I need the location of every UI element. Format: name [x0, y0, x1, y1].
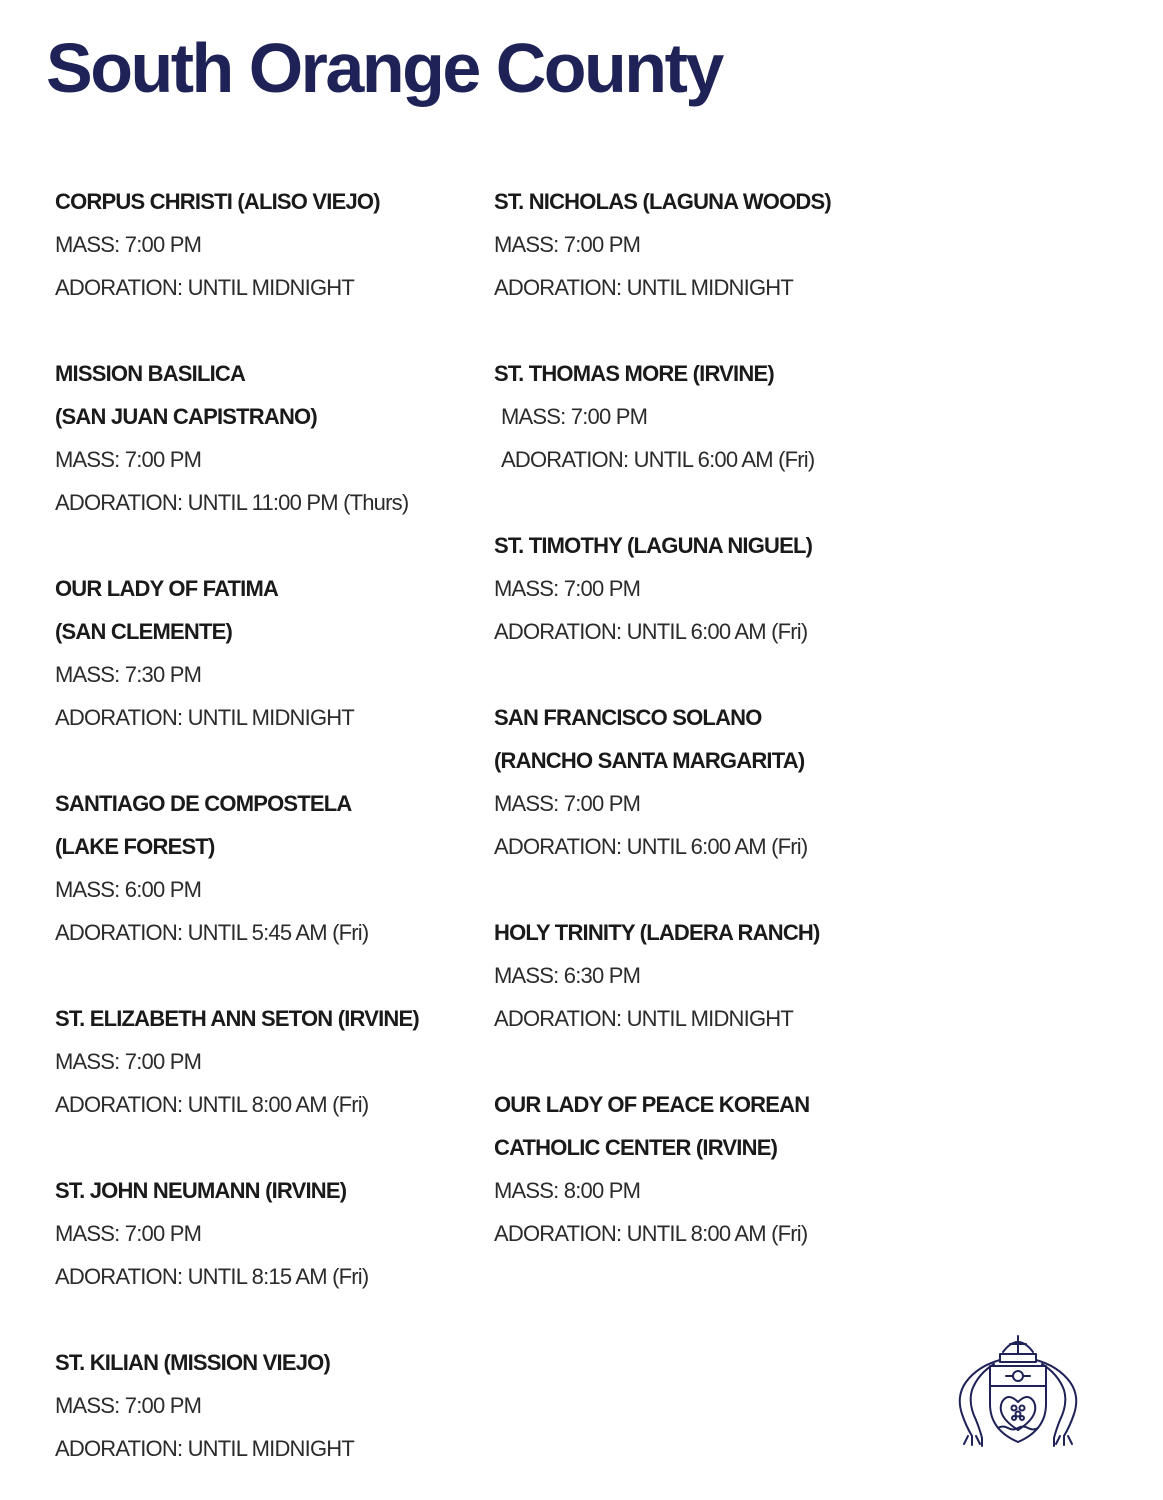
parish-name: ST. NICHOLAS (LAGUNA WOODS) — [494, 189, 831, 214]
parish-name: MISSION BASILICA — [55, 361, 246, 386]
left-column — [55, 180, 480, 1470]
parish-name: ST. KILIAN (MISSION VIEJO) — [55, 1350, 331, 1375]
mass-time: MASS: 7:00 PM — [55, 447, 202, 472]
parish-entry — [494, 352, 944, 481]
page-title: South Orange County — [46, 29, 722, 107]
parish-name: OUR LADY OF PEACE KOREAN — [494, 1092, 810, 1117]
parish-name: CORPUS CHRISTI (ALISO VIEJO) — [55, 189, 380, 214]
adoration-time: ADORATION: UNTIL 8:15 AM (Fri) — [55, 1264, 369, 1289]
parish-entry — [55, 352, 480, 524]
parish-entry — [55, 1341, 480, 1470]
adoration-time: ADORATION: UNTIL MIDNIGHT — [494, 275, 794, 300]
adoration-time: ADORATION: UNTIL MIDNIGHT — [55, 705, 355, 730]
adoration-time: ADORATION: UNTIL 8:00 AM (Fri) — [55, 1092, 369, 1117]
parish-entry — [494, 1083, 944, 1255]
parish-name-continued: CATHOLIC CENTER (IRVINE) — [494, 1135, 778, 1160]
adoration-time: ADORATION: UNTIL MIDNIGHT — [55, 1436, 355, 1461]
parish-location: (LAKE FOREST) — [55, 834, 215, 859]
parish-entry — [494, 911, 944, 1040]
parish-entry — [55, 180, 480, 309]
mass-time: MASS: 7:00 PM — [494, 576, 641, 601]
adoration-time: ADORATION: UNTIL MIDNIGHT — [494, 1006, 794, 1031]
parish-entry — [55, 567, 480, 739]
parish-name: ST. JOHN NEUMANN (IRVINE) — [55, 1178, 347, 1203]
parish-name: OUR LADY OF FATIMA — [55, 576, 279, 601]
parish-entry — [55, 1169, 480, 1298]
mass-time: MASS: 7:00 PM — [55, 1049, 202, 1074]
parish-entry — [494, 696, 944, 868]
mass-time: MASS: 6:00 PM — [55, 877, 202, 902]
mass-time: MASS: 7:00 PM — [494, 791, 641, 816]
adoration-time: ADORATION: UNTIL 6:00 AM (Fri) — [494, 619, 808, 644]
parish-entry — [494, 524, 944, 653]
parish-name: ST. TIMOTHY (LAGUNA NIGUEL) — [494, 533, 813, 558]
mass-time: MASS: 7:00 PM — [55, 1393, 202, 1418]
parish-name: SANTIAGO DE COMPOSTELA — [55, 791, 352, 816]
parish-name: SAN FRANCISCO SOLANO — [494, 705, 762, 730]
adoration-time: ADORATION: UNTIL 11:00 PM (Thurs) — [55, 490, 409, 515]
adoration-time: ADORATION: UNTIL 8:00 AM (Fri) — [494, 1221, 808, 1246]
parish-entry — [55, 782, 480, 954]
mass-time: MASS: 6:30 PM — [494, 963, 641, 988]
mass-time: MASS: 7:00 PM — [55, 1221, 202, 1246]
adoration-time: ADORATION: UNTIL MIDNIGHT — [55, 275, 355, 300]
parish-location: (RANCHO SANTA MARGARITA) — [494, 748, 805, 773]
adoration-time: ADORATION: UNTIL 5:45 AM (Fri) — [55, 920, 369, 945]
mass-time: MASS: 8:00 PM — [494, 1178, 641, 1203]
parish-name: ST. ELIZABETH ANN SETON (IRVINE) — [55, 1006, 419, 1031]
mass-time: MASS: 7:00 PM — [494, 232, 641, 257]
adoration-time: ADORATION: UNTIL 6:00 AM (Fri) — [501, 447, 815, 472]
parish-entry — [494, 180, 944, 309]
parish-location: (SAN JUAN CAPISTRANO) — [55, 404, 317, 429]
mass-time: MASS: 7:00 PM — [501, 404, 648, 429]
parish-name: HOLY TRINITY (LADERA RANCH) — [494, 920, 820, 945]
diocese-crest-icon — [948, 1330, 1088, 1455]
mass-time: MASS: 7:00 PM — [55, 232, 202, 257]
right-column — [494, 180, 944, 1255]
parish-entry — [55, 997, 480, 1126]
parish-location: (SAN CLEMENTE) — [55, 619, 233, 644]
parish-name: ST. THOMAS MORE (IRVINE) — [494, 361, 774, 386]
mass-time: MASS: 7:30 PM — [55, 662, 202, 687]
adoration-time: ADORATION: UNTIL 6:00 AM (Fri) — [494, 834, 808, 859]
